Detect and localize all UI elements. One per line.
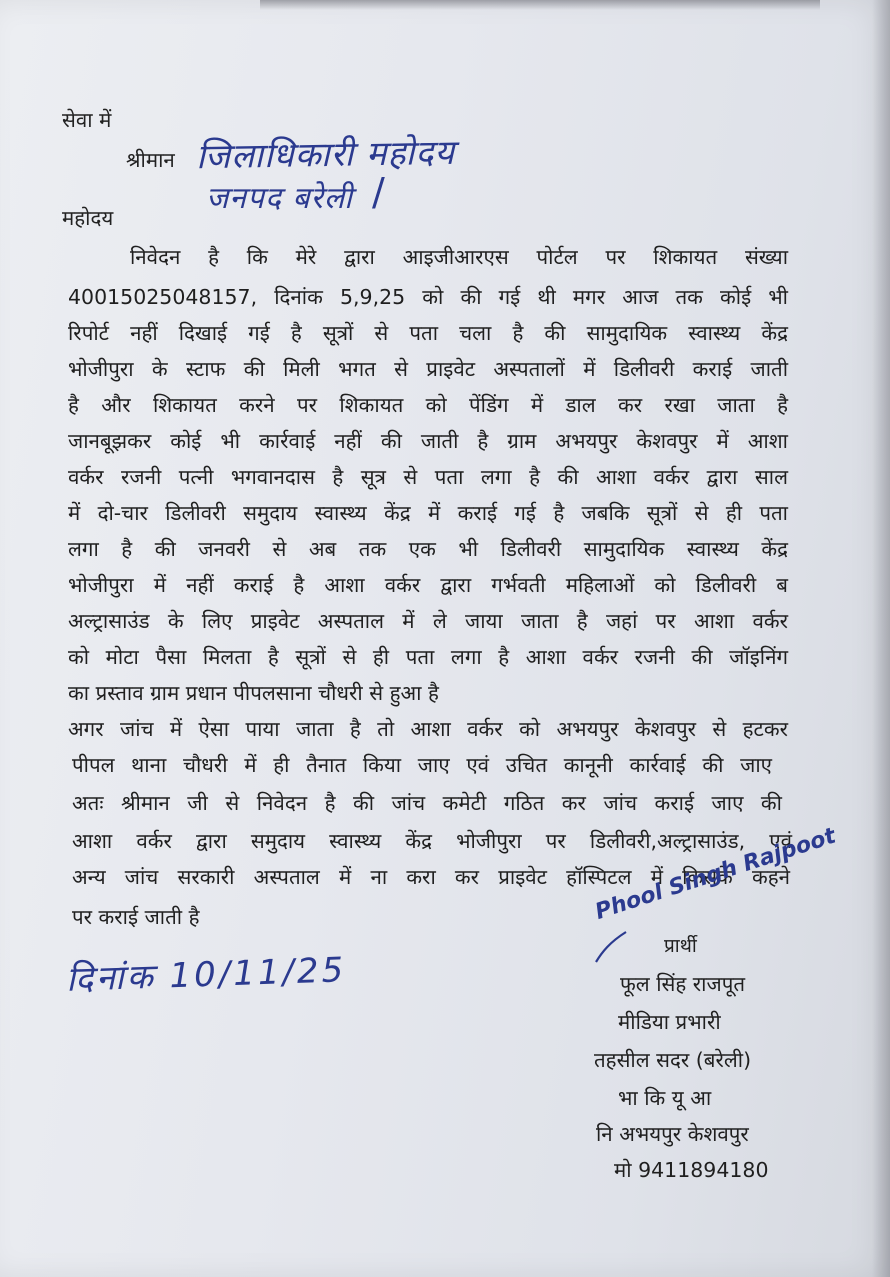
handwritten-date: दिनांक 10/11/25 bbox=[65, 950, 347, 1000]
body-line: भोजीपुरा के स्टाफ की मिली भगत से प्राइवेट अस्पतालों में डिलीवरी कराई जाती bbox=[68, 357, 788, 381]
body-line: वर्कर रजनी पत्नी भगवानदास है सूत्र से पता लगा है की आशा वर्कर द्वारा साल bbox=[68, 465, 788, 489]
body-line: को मोटा पैसा मिलता है सूत्रों से ही पता लगा है आशा वर्कर रजनी की जॉइनिंग bbox=[68, 645, 788, 669]
body-line: आशा वर्कर द्वारा समुदाय स्वास्थ्य केंद्र भोजीपुरा पर डिलीवरी,अल्ट्रासाउंड, एवं bbox=[72, 829, 792, 853]
body-line: अतः श्रीमान जी से निवेदन है की जांच कमेटी गठित कर जांच कराई जाए की bbox=[72, 791, 782, 815]
signature-flourish-icon bbox=[592, 928, 632, 968]
sender-name: फूल सिंह राजपूत bbox=[620, 972, 746, 996]
body-line: भोजीपुरा में नहीं कराई है आशा वर्कर द्वारा गर्भवती महिलाओं को डिलीवरी ब bbox=[68, 573, 788, 597]
body-line: जानबूझकर कोई भी कार्रवाई नहीं की जाती है ग्राम अभयपुर केशवपुर में आशा bbox=[68, 429, 788, 453]
body-line: रिपोर्ट नहीं दिखाई गई है सूत्रों से पता चला है की सामुदायिक स्वास्थ्य केंद्र bbox=[68, 321, 788, 345]
sender-mobile: मो 9411894180 bbox=[614, 1158, 769, 1182]
handwritten-full-stop: / bbox=[372, 170, 385, 214]
body-line: पर कराई जाती है bbox=[72, 905, 200, 929]
greeting: महोदय bbox=[62, 206, 114, 230]
handwritten-signature: Phool Singh Rajpoot bbox=[592, 823, 839, 925]
body-line: पीपल थाना चौधरी में ही तैनात किया जाए एवं उचित कानूनी कार्रवाई की जाए bbox=[72, 753, 772, 777]
salutation-to: सेवा में bbox=[62, 108, 112, 132]
addressee-handwritten-line1: जिलाधिकारी महोदय bbox=[195, 132, 456, 178]
body-line: अन्य जांच सरकारी अस्पताल में ना करा कर प्राइवेट हॉस्पिटल में किसके कहने bbox=[72, 865, 790, 889]
addressee-prefix: श्रीमान bbox=[126, 148, 175, 172]
body-line: अल्ट्रासाउंड के लिए प्राइवेट अस्पताल में ले जाया जाता है जहां पर आशा वर्कर bbox=[68, 609, 788, 633]
sender-organization: भा कि यू आ bbox=[618, 1086, 712, 1110]
body-line: लगा है की जनवरी से अब तक एक भी डिलीवरी सामुदायिक स्वास्थ्य केंद्र bbox=[68, 537, 788, 561]
body-line: अगर जांच में ऐसा पाया जाता है तो आशा वर्कर को अभयपुर केशवपुर से हटकर bbox=[68, 717, 788, 741]
page-edge-shadow bbox=[872, 0, 890, 1277]
sender-label: प्रार्थी bbox=[664, 935, 697, 957]
addressee-handwritten-line2: जनपद बरेली bbox=[206, 181, 353, 216]
sender-designation: मीडिया प्रभारी bbox=[618, 1010, 721, 1034]
body-line: 40015025048157, दिनांक 5,9,25 को की गई थी मगर आज तक कोई भी bbox=[68, 285, 788, 309]
body-line: है और शिकायत करने पर शिकायत को पेंडिंग में डाल कर रखा जाता है bbox=[68, 393, 788, 417]
sender-address: नि अभयपुर केशवपुर bbox=[596, 1122, 749, 1146]
body-line: में दो-चार डिलीवरी समुदाय स्वास्थ्य केंद्र में कराई गई है जबकि सूत्रों से ही पता bbox=[68, 501, 788, 525]
body-line: निवेदन है कि मेरे द्वारा आइजीआरएस पोर्टल पर शिकायत संख्या bbox=[130, 245, 788, 269]
body-line: का प्रस्ताव ग्राम प्रधान पीपलसाना चौधरी से हुआ है bbox=[68, 681, 439, 705]
sender-tehsil: तहसील सदर (बरेली) bbox=[594, 1048, 752, 1072]
page-top-shadow bbox=[260, 0, 820, 10]
